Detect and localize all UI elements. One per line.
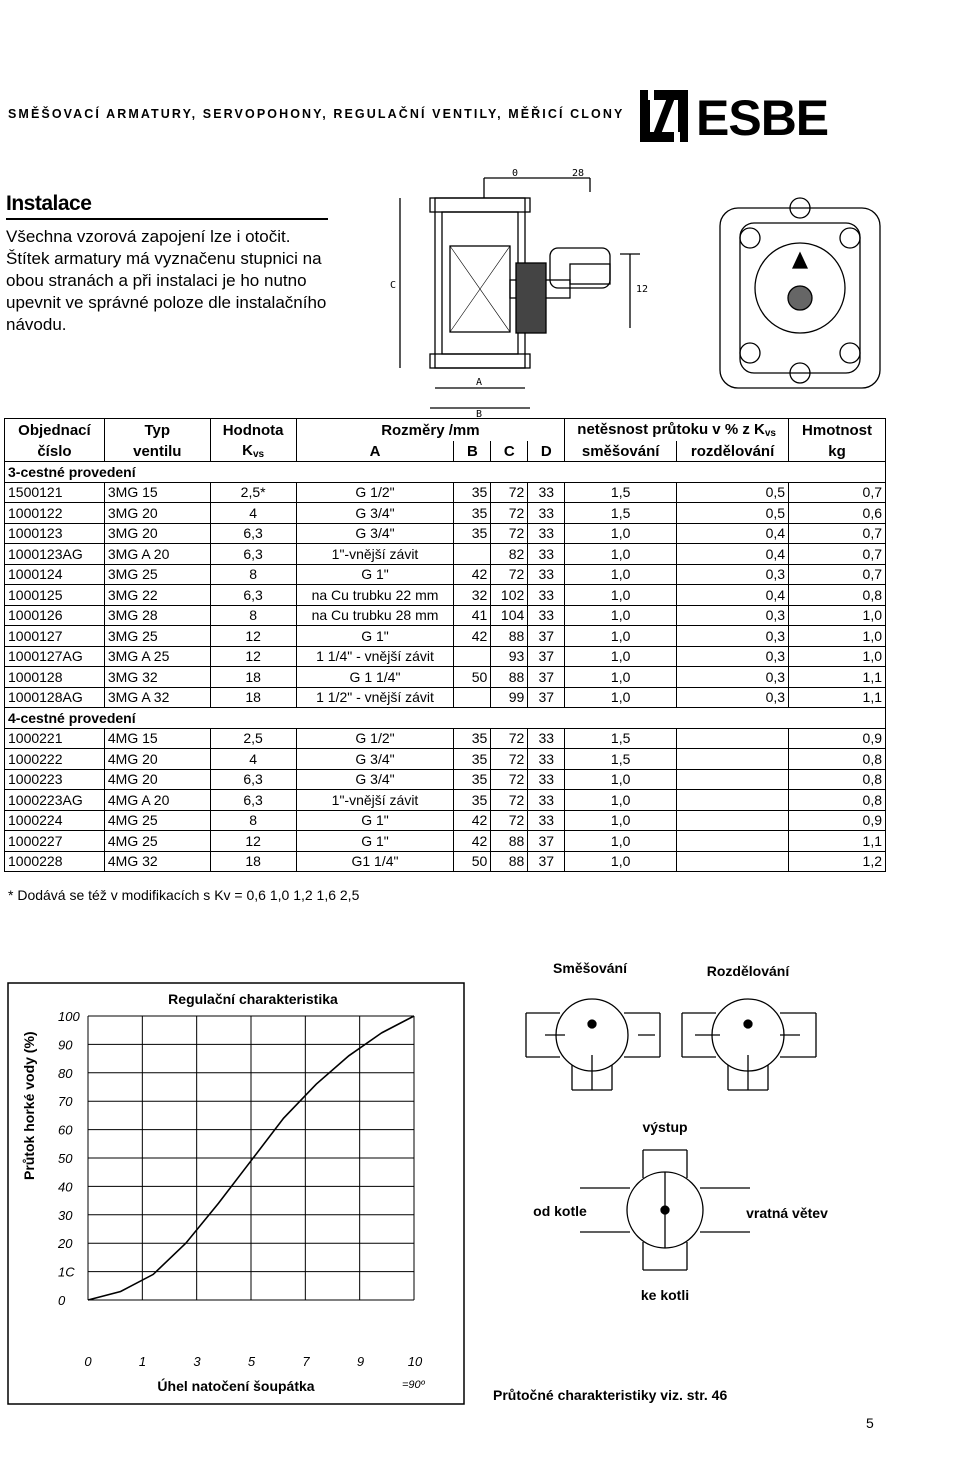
table-cell: 0,9 <box>789 810 886 831</box>
table-cell: 93 <box>491 646 528 667</box>
table-cell: G 1" <box>296 564 454 585</box>
table-cell: 72 <box>491 769 528 790</box>
table-cell: 1000128 <box>5 667 105 688</box>
table-cell: 1000228 <box>5 851 105 872</box>
table-row <box>5 728 886 749</box>
label-to-boiler: ke kotli <box>640 1287 690 1303</box>
label-output: výstup <box>642 1119 688 1135</box>
table-cell: 0,3 <box>677 626 789 647</box>
chart-title: Regulační charakteristika <box>168 991 338 1007</box>
table-cell: 3MG 15 <box>104 482 210 503</box>
table-cell: 1,5 <box>565 503 677 524</box>
table-cell: 4MG 25 <box>104 831 210 852</box>
y-tick-label: 60 <box>58 1122 73 1138</box>
col-b-header: B <box>454 441 491 462</box>
table-cell: 88 <box>491 626 528 647</box>
table-cell: 72 <box>491 503 528 524</box>
chart-ticks <box>57 1009 423 1369</box>
table-cell: 1,1 <box>789 667 886 688</box>
table-cell: 1,0 <box>789 605 886 626</box>
chart-x-end-note: =90º <box>402 1379 425 1391</box>
table-cell: 6,3 <box>210 790 296 811</box>
col-leak-header: netěsnost průtoku v % z $K_{vs}$ <box>565 419 789 442</box>
table-cell: 1000127AG <box>5 646 105 667</box>
table-cell: 37 <box>528 646 565 667</box>
table-cell: 1"-vnější závit <box>296 544 454 565</box>
table-cell: 33 <box>528 728 565 749</box>
table-cell: 1,1 <box>789 831 886 852</box>
esbe-logo-mark <box>640 90 688 142</box>
table-cell: 50 <box>454 667 491 688</box>
table-cell <box>677 728 789 749</box>
dim-a-label: A <box>476 377 483 388</box>
y-tick-label: 80 <box>58 1065 73 1081</box>
table-cell: 1,0 <box>789 646 886 667</box>
table-cell: 12 <box>210 646 296 667</box>
table-cell: 42 <box>454 810 491 831</box>
dim-0-label: 0 <box>512 168 519 179</box>
table-row <box>5 503 886 524</box>
table-cell: 1000223 <box>5 769 105 790</box>
table-cell: 2,5 <box>210 728 296 749</box>
table-cell: 35 <box>454 523 491 544</box>
table-cell: 42 <box>454 831 491 852</box>
table-row <box>5 831 886 852</box>
col-kvs-header: $K_{vs}$ <box>210 441 296 462</box>
table-row <box>5 810 886 831</box>
table-cell: G 1/2" <box>296 482 454 503</box>
table-cell: 33 <box>528 790 565 811</box>
y-tick-label: 30 <box>58 1207 73 1223</box>
table-cell: 2,5* <box>210 482 296 503</box>
table-cell: 33 <box>528 523 565 544</box>
table-cell: 1,0 <box>565 544 677 565</box>
table-cell: 35 <box>454 503 491 524</box>
table-cell: 0,7 <box>789 482 886 503</box>
table-cell: 4MG 15 <box>104 728 210 749</box>
col-weight-header-2: kg <box>789 441 886 462</box>
table-cell: 0,6 <box>789 503 886 524</box>
flow-caption: Průtočné charakteristiky viz. str. 46 <box>493 1387 728 1403</box>
table-cell: 0,7 <box>789 523 886 544</box>
table-cell: 4MG A 20 <box>104 790 210 811</box>
table-cell: 1000124 <box>5 564 105 585</box>
col-div-header: rozdělování <box>677 441 789 462</box>
table-cell: 33 <box>528 544 565 565</box>
footnote: * Dodává se též v modifikacích s Kv = 0,6 1,0 1,2 1,6 2,5 <box>8 887 360 903</box>
table-cell: 0,8 <box>789 585 886 606</box>
table-cell: 18 <box>210 667 296 688</box>
table-cell: 37 <box>528 667 565 688</box>
table-row <box>5 585 886 606</box>
table-cell: G 1" <box>296 831 454 852</box>
table-cell: 88 <box>491 851 528 872</box>
table-cell: 1,0 <box>565 626 677 647</box>
table-cell: 4 <box>210 749 296 770</box>
table-cell: 3MG 32 <box>104 667 210 688</box>
esbe-logo <box>640 88 890 146</box>
table-cell: 1000224 <box>5 810 105 831</box>
table-cell: 1000223AG <box>5 790 105 811</box>
col-d-header: D <box>528 441 565 462</box>
dim-b-label: B <box>476 409 483 418</box>
table-cell <box>677 790 789 811</box>
label-diverting: Rozdělování <box>706 963 790 979</box>
table-cell: 1,5 <box>565 482 677 503</box>
table-cell: 32 <box>454 585 491 606</box>
table-cell: na Cu trubku 28 mm <box>296 605 454 626</box>
table-cell: 4MG 20 <box>104 749 210 770</box>
table-cell: 6,3 <box>210 544 296 565</box>
table-row <box>5 564 886 585</box>
title-rule <box>6 218 328 220</box>
table-cell: 82 <box>491 544 528 565</box>
table-row <box>5 626 886 647</box>
table-cell: 104 <box>491 605 528 626</box>
table-row <box>5 667 886 688</box>
table-cell: 72 <box>491 749 528 770</box>
table-cell <box>454 646 491 667</box>
y-tick-label: 1C <box>58 1264 75 1280</box>
table-row <box>5 482 886 503</box>
table-cell: 72 <box>491 728 528 749</box>
table-cell: 37 <box>528 831 565 852</box>
y-tick-label: 50 <box>58 1151 73 1166</box>
table-cell: 0,4 <box>677 585 789 606</box>
y-tick-label: 20 <box>58 1236 73 1252</box>
table-cell: 12 <box>210 831 296 852</box>
table-cell: 3MG A 20 <box>104 544 210 565</box>
dim-c-label: C <box>390 280 397 291</box>
table-cell: 3MG 25 <box>104 626 210 647</box>
col-type-header: Typ <box>104 419 210 442</box>
table-cell: G 3/4" <box>296 503 454 524</box>
table-cell: 0,3 <box>677 687 789 708</box>
table-cell: 37 <box>528 687 565 708</box>
table-cell: 1000128AG <box>5 687 105 708</box>
table-cell <box>677 810 789 831</box>
table-cell: 0,3 <box>677 667 789 688</box>
table-cell: 35 <box>454 728 491 749</box>
table-cell: G 3/4" <box>296 769 454 790</box>
label-return-branch: vratná větev <box>746 1205 828 1221</box>
y-tick-label: 90 <box>58 1037 73 1053</box>
chart-ylabel-text: Průtok horké vody (%) <box>21 1031 37 1180</box>
table-cell: 1,0 <box>565 646 677 667</box>
table-cell: 1,0 <box>789 626 886 647</box>
table-cell: 33 <box>528 769 565 790</box>
chart-grid <box>88 1016 414 1300</box>
table-cell: 6,3 <box>210 585 296 606</box>
table-cell: 33 <box>528 503 565 524</box>
table-cell: 1,2 <box>789 851 886 872</box>
table-cell: 41 <box>454 605 491 626</box>
table-cell: 1"-vnější závit <box>296 790 454 811</box>
table-cell: 1,5 <box>565 728 677 749</box>
table-cell: G 3/4" <box>296 523 454 544</box>
table-cell: 1000122 <box>5 503 105 524</box>
x-tick-label: 10 <box>407 1354 423 1369</box>
table-row <box>5 523 886 544</box>
table-cell: 8 <box>210 605 296 626</box>
group-4way: 4-cestné provedení <box>5 708 886 729</box>
table-cell: 1,5 <box>565 749 677 770</box>
table-cell: 1,0 <box>565 851 677 872</box>
label-mixing: Směšování <box>553 960 627 976</box>
label-from-boiler: od kotle <box>533 1203 587 1219</box>
table-cell: 72 <box>491 523 528 544</box>
table-cell: G 1 1/4" <box>296 667 454 688</box>
table-cell: 35 <box>454 790 491 811</box>
table-cell: 1000126 <box>5 605 105 626</box>
table-cell <box>677 749 789 770</box>
x-tick-label: 7 <box>302 1354 310 1369</box>
table-cell: 4MG 25 <box>104 810 210 831</box>
table-cell: 0,9 <box>789 728 886 749</box>
table-cell: 1000125 <box>5 585 105 606</box>
col-a-header: A <box>296 441 454 462</box>
esbe-logo-text: ESBE <box>696 90 829 146</box>
table-cell: 1,0 <box>565 769 677 790</box>
table-cell <box>677 831 789 852</box>
x-tick-label: 3 <box>193 1354 201 1369</box>
table-cell: 1000127 <box>5 626 105 647</box>
table-cell: 33 <box>528 605 565 626</box>
table-cell <box>454 687 491 708</box>
table-cell: 0,8 <box>789 749 886 770</box>
table-cell: 1,0 <box>565 605 677 626</box>
table-cell: 1000123 <box>5 523 105 544</box>
table-cell: 12 <box>210 626 296 647</box>
table-cell: 33 <box>528 564 565 585</box>
group-3way: 3-cestné provedení <box>5 462 886 483</box>
table-cell <box>677 851 789 872</box>
install-text: Všechna vzorová zapojení lze i otočit. Štítek armatury má vyznačenu stupnici na obou stranách a při instalaci je ho nutno upevnit ve správné poloze dle instalačního návodu. <box>6 227 327 334</box>
dim-12-label: 12 <box>636 284 649 295</box>
table-cell: 3MG A 32 <box>104 687 210 708</box>
table-cell: 37 <box>528 626 565 647</box>
y-tick-label: 100 <box>58 1009 80 1024</box>
table-cell: 18 <box>210 687 296 708</box>
table-cell: 1,0 <box>565 810 677 831</box>
valve-spec-table <box>4 418 886 872</box>
table-cell: 6,3 <box>210 769 296 790</box>
table-cell: 88 <box>491 831 528 852</box>
table-cell: 99 <box>491 687 528 708</box>
page-number: 5 <box>866 1415 874 1431</box>
table-cell: 42 <box>454 564 491 585</box>
col-c-header: C <box>491 441 528 462</box>
table-row <box>5 646 886 667</box>
valve-drawing <box>380 168 900 418</box>
table-cell: 33 <box>528 749 565 770</box>
chart-frame <box>8 983 464 1404</box>
table-cell: 3MG 22 <box>104 585 210 606</box>
col-value-header: Hodnota <box>210 419 296 442</box>
table-cell: 4 <box>210 503 296 524</box>
table-cell: 0,8 <box>789 769 886 790</box>
x-tick-label: 9 <box>356 1354 365 1369</box>
table-cell: 0,7 <box>789 544 886 565</box>
table-cell: 1000221 <box>5 728 105 749</box>
table-row <box>5 544 886 565</box>
table-cell: 0,8 <box>789 790 886 811</box>
table-cell: 1000222 <box>5 749 105 770</box>
table-row <box>5 605 886 626</box>
x-tick-label: 5 <box>247 1354 256 1369</box>
table-cell: 33 <box>528 585 565 606</box>
table-cell: 72 <box>491 482 528 503</box>
x-tick-label: 0 <box>84 1354 92 1369</box>
table-cell: 0,5 <box>677 503 789 524</box>
table-cell: 33 <box>528 482 565 503</box>
flow-diagrams <box>480 950 880 1410</box>
table-cell: 0,3 <box>677 564 789 585</box>
table-row <box>5 687 886 708</box>
col-dims-header: Rozměry /mm <box>296 419 565 442</box>
table-cell: 33 <box>528 810 565 831</box>
table-cell: 35 <box>454 482 491 503</box>
table-cell: 102 <box>491 585 528 606</box>
table-cell: 8 <box>210 564 296 585</box>
table-cell: 4MG 32 <box>104 851 210 872</box>
page-header-title: SMĚŠOVACÍ ARMATURY, SERVOPOHONY, REGULAČNÍ VENTILY, MĚŘICÍ CLONY <box>8 107 625 121</box>
table-row <box>5 851 886 872</box>
table-cell: 1,0 <box>565 564 677 585</box>
table-cell: 3MG 28 <box>104 605 210 626</box>
col-weight-header: Hmotnost <box>789 419 886 442</box>
table-row <box>5 749 886 770</box>
table-cell: na Cu trubku 22 mm <box>296 585 454 606</box>
table-cell: 1500121 <box>5 482 105 503</box>
table-cell: 35 <box>454 749 491 770</box>
table-cell: G 3/4" <box>296 749 454 770</box>
col-type-header-2: ventilu <box>104 441 210 462</box>
regulation-chart <box>0 950 480 1410</box>
table-cell: 72 <box>491 810 528 831</box>
table-cell: 50 <box>454 851 491 872</box>
table-cell: 0,4 <box>677 544 789 565</box>
table-cell: 6,3 <box>210 523 296 544</box>
table-cell: 1,0 <box>565 585 677 606</box>
table-cell: 1,0 <box>565 831 677 852</box>
table-cell: 0,5 <box>677 482 789 503</box>
table-cell: 3MG 25 <box>104 564 210 585</box>
x-tick-label: 1 <box>138 1354 147 1369</box>
table-cell: 4MG 20 <box>104 769 210 790</box>
table-cell: 42 <box>454 626 491 647</box>
table-cell: 8 <box>210 810 296 831</box>
table-cell: 3MG A 25 <box>104 646 210 667</box>
table-cell: 88 <box>491 667 528 688</box>
table-cell: 1,0 <box>565 667 677 688</box>
table-cell: 0,7 <box>789 564 886 585</box>
table-cell: G 1" <box>296 810 454 831</box>
install-title: Instalace <box>6 192 92 215</box>
table-cell: 3MG 20 <box>104 503 210 524</box>
table-cell: 1 1/4" - vnější závit <box>296 646 454 667</box>
table-row <box>5 769 886 790</box>
table-cell: 1 1/2" - vnější závit <box>296 687 454 708</box>
table-cell: 1000227 <box>5 831 105 852</box>
y-tick-label: 0 <box>58 1293 66 1308</box>
table-row <box>5 790 886 811</box>
table-cell: 3MG 20 <box>104 523 210 544</box>
y-tick-label: 70 <box>58 1094 73 1110</box>
chart-xlabel: Úhel natočení šoupátka <box>157 1378 315 1394</box>
table-cell: 0,3 <box>677 605 789 626</box>
table-cell: 0,4 <box>677 523 789 544</box>
col-order-header-2: číslo <box>5 441 105 462</box>
table-cell: 1,0 <box>565 687 677 708</box>
table-cell: 1,1 <box>789 687 886 708</box>
y-tick-label: 40 <box>58 1179 73 1195</box>
col-mix-header: směšování <box>565 441 677 462</box>
col-order-header: Objednací <box>5 419 105 442</box>
table-cell: 37 <box>528 851 565 872</box>
table-cell: 1,0 <box>565 523 677 544</box>
table-cell: 35 <box>454 769 491 790</box>
dim-28-label: 28 <box>572 168 585 179</box>
table-cell: 18 <box>210 851 296 872</box>
table-cell: G 1" <box>296 626 454 647</box>
table-cell: 72 <box>491 790 528 811</box>
table-cell: 72 <box>491 564 528 585</box>
table-cell: 1000123AG <box>5 544 105 565</box>
table-cell <box>677 769 789 790</box>
table-cell: G1 1/4" <box>296 851 454 872</box>
table-cell <box>454 544 491 565</box>
table-cell: G 1/2" <box>296 728 454 749</box>
table-cell: 1,0 <box>565 790 677 811</box>
table-cell: 0,3 <box>677 646 789 667</box>
